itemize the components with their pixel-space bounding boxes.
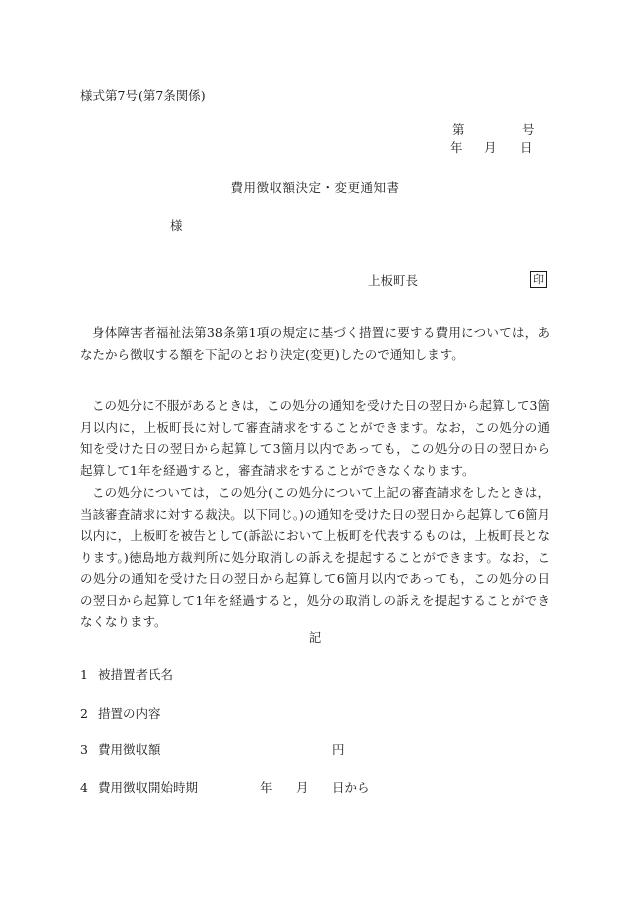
item-number: 3 xyxy=(80,742,88,757)
issuer-name: 上板町長 xyxy=(368,273,419,288)
list-item-measure-content xyxy=(80,706,161,722)
date-day: 日 xyxy=(520,140,533,155)
item-number: 2 xyxy=(80,706,88,721)
date-year: 年 xyxy=(450,140,463,155)
paragraph-appeal: この処分に不服があるときは，この処分の通知を受けた日の翌日から起算して3箇月以内に，上板町長に対して審査請求をすることができます。なお，この処分の通知を受けた日の翌日から起算して3箇月以内であっても，この処分の日の翌日から起算して1年を経過すると，審査請求をすることができなくなります。 xyxy=(80,398,550,478)
list-item-fee-amount xyxy=(80,742,161,758)
item-label: 措置の内容 xyxy=(97,706,161,721)
start-year: 年 xyxy=(260,780,273,795)
list-item-recipient-name xyxy=(80,667,173,683)
start-month: 月 xyxy=(296,780,309,795)
doc-number-suffix: 号 xyxy=(522,122,535,137)
list-item-start-period xyxy=(80,780,198,796)
document-title: 費用徴収額決定・変更通知書 xyxy=(230,180,400,195)
start-day-from: 日から xyxy=(332,780,370,795)
seal-mark: 印 xyxy=(530,271,547,288)
paragraph-lawsuit: この処分については，この処分(この処分について上記の審査請求をしたときは，当該審査請求に対する裁決。以下同じ。)の通知を受けた日の翌日から起算して6箇月以内に，上板町を被告として(訴訟において上板町を代表するものは，上板町長となります。)徳島地方裁判所に処分取消しの訴えを提起することができます。なお，この処分の通知を受けた日の翌日から起算して6箇月以内であっても，この処分の日の翌日から起算して1年を経過すると，処分の取消しの訴えを提起することができなくなります。 xyxy=(80,485,550,629)
item-label: 費用徴収開始時期 xyxy=(97,780,198,795)
form-number: 様式第7号(第7条関係) xyxy=(80,88,206,103)
item-label: 費用徴収額 xyxy=(97,742,161,757)
fee-unit-yen: 円 xyxy=(332,742,345,757)
item-number: 1 xyxy=(80,667,88,682)
item-label: 被措置者氏名 xyxy=(97,667,173,682)
paragraph-decision: 身体障害者福祉法第38条第1項の規定に基づく措置に要する費用については，あなたから徴収する額を下記のとおり決定(変更)したので通知します。 xyxy=(80,325,550,362)
item-number: 4 xyxy=(80,780,88,795)
ki-heading: 記 xyxy=(308,630,322,645)
date-month: 月 xyxy=(484,140,497,155)
doc-number-prefix: 第 xyxy=(452,122,465,137)
addressee-suffix: 様 xyxy=(170,218,183,233)
